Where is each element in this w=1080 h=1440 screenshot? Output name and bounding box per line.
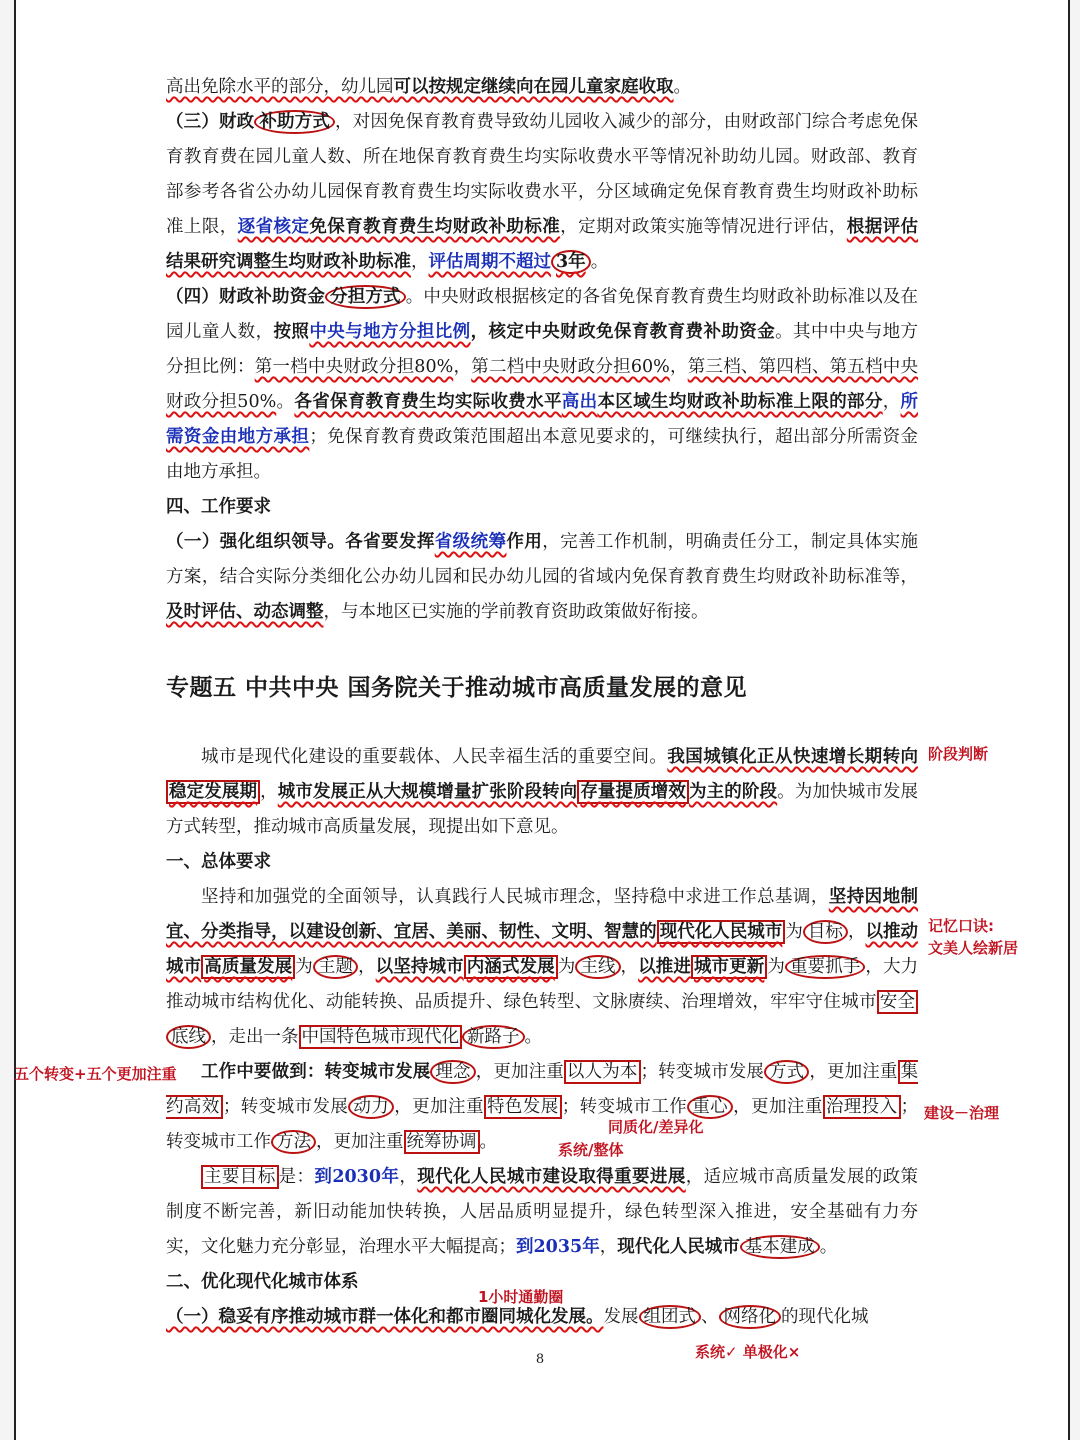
text-run: 高出 [561, 392, 598, 412]
note-homogenize: 同质化/差异化 [608, 1118, 704, 1136]
note-system: 系统/整体 [558, 1141, 624, 1159]
text-run: （三）财政 [166, 112, 255, 132]
text-run: ，更加注重 [809, 1062, 898, 1082]
text-run: ， [411, 252, 429, 272]
section-city-development [166, 740, 918, 1335]
text-run: 逐省核定 [237, 217, 310, 237]
text-run: 作用 [506, 532, 543, 552]
text-run: 的现代化城 [781, 1307, 869, 1327]
text-run: 为主的阶段 [689, 782, 778, 802]
text-run: ，与本地区已实施的学前教育资助政策做好衔接。 [323, 602, 709, 622]
text-run: 二、优化现代化城市体系 [166, 1272, 359, 1292]
note-mnemonic-1: 记忆口诀: [928, 917, 994, 935]
annotated-phrase: 集约高效 [166, 1062, 919, 1117]
topic-title: 专题五 中共中央 国务院关于推动城市高质量发展的意见 [166, 674, 748, 701]
section-heading [166, 490, 918, 525]
annotated-phrase: 分担方式 [325, 285, 406, 309]
text-run: ，更加注重 [733, 1097, 823, 1117]
note-five: 五个转变+五个更加注重 [14, 1065, 177, 1083]
text-run: 高出免除水平的部分，幼儿园 [166, 77, 394, 97]
text-run: 四、工作要求 [166, 497, 271, 517]
annotated-phrase: 治理投入 [823, 1095, 901, 1119]
paragraph [166, 525, 918, 630]
paragraph [166, 105, 918, 280]
text-run: 各省要发挥 [345, 532, 435, 552]
text-run: （一）稳妥有序推动城市群一体化和都市圈同城化发展。 [166, 1307, 604, 1327]
paragraph [166, 740, 918, 845]
annotated-phrase: 目标 [803, 920, 848, 944]
annotated-phrase: 主要目标 [201, 1165, 279, 1189]
annotated-phrase: 主线 [575, 955, 620, 979]
annotated-phrase: 主题 [313, 955, 358, 979]
text-run: 评估周期不超过 [428, 252, 551, 272]
text-run: 。 [276, 392, 295, 412]
text-run: 本区域生均财政补助标准上限的部分 [597, 392, 883, 412]
page-number: 8 [535, 1352, 545, 1367]
text-run: 省级统筹 [434, 532, 507, 552]
text-run: 。为加快城市发展方式转型，推动城市高质量发展，现提出如下意见。 [166, 782, 919, 837]
text-run: 。 [819, 1237, 838, 1257]
text-run: ，适应城市高质量发展的政策制度不断完善，新旧动能加快转换，人居品质明显提升，绿色转型深入推进，安全基础有力夯实，文化魅力充分彰显，治理水平大幅提高； [166, 1167, 919, 1257]
text-run: 根据评估结果研究调整生均财政补助标准 [166, 217, 919, 272]
section-heading [166, 845, 918, 880]
text-run: （四）财政补助资金 [166, 287, 326, 307]
text-run: 第二档中央财政分担60% [471, 357, 670, 377]
text-run: 第一档中央财政分担80% [254, 357, 454, 377]
text-run: ；转变城市工作 [166, 1097, 919, 1152]
text-run: ，核定中央财政免保育教育费补助资金 [470, 322, 776, 342]
annotated-phrase: 组团式 [639, 1305, 702, 1329]
text-run: ， [399, 1167, 418, 1187]
annotated-phrase: 重要抓手 [785, 955, 865, 979]
text-run: ， [882, 392, 901, 412]
text-run: ；免保育教育费政策范围超出本意见要求的，可继续执行，超出部分所需资金由地方承担。 [166, 427, 919, 482]
text-run: ，对因免保育教育费导致幼儿园收入减少的部分，由财政部门综合考虑免保育教育费在园儿童人数、所在地保育教育费生均实际收费水平等情况补助幼儿园。财政部、教育部参考各省公办幼儿园保育教育费生均实际收费水平，分区域确定免保育教育费生均财政补助标准上限， [166, 112, 919, 237]
annotated-phrase: 中国特色城市现代化 [299, 1025, 463, 1049]
text-run: 工作中要做到：转变城市发展 [201, 1062, 431, 1082]
text-run: ， [599, 1237, 618, 1257]
paragraph [166, 1055, 918, 1160]
text-run: 免保育教育费生均财政补助标准 [309, 217, 561, 237]
text-run: ， [620, 957, 639, 977]
annotated-phrase: 补助方式 [254, 110, 335, 134]
text-run: 。 [479, 1132, 497, 1152]
annotated-phrase: 方式 [764, 1060, 809, 1084]
text-run: 到2030年 [314, 1167, 400, 1187]
text-run: 现代化人民城市建设取得重要进展 [417, 1167, 686, 1187]
text-run: ；转变城市工作 [561, 1097, 688, 1117]
annotated-phrase: 网络化 [719, 1305, 782, 1329]
text-run: ，更加注重 [475, 1062, 564, 1082]
text-run: 可以按规定继续向在园儿童家庭收取 [393, 77, 674, 97]
annotated-phrase: 安全 [877, 990, 918, 1014]
paragraph [166, 280, 918, 490]
annotated-phrase: 重心 [687, 1095, 733, 1119]
section-preschool-policy [166, 70, 918, 630]
annotated-phrase: 现代化人民城市 [657, 920, 786, 944]
text-run: 以坚持城市 [375, 957, 464, 977]
annotated-phrase: 新路子 [462, 1025, 525, 1049]
text-run: 到2035年 [516, 1237, 600, 1257]
text-run: 我国城镇化正从快速增长期转向 [667, 747, 919, 767]
paragraph [166, 880, 918, 1055]
text-run: 以推动城市 [166, 922, 919, 977]
text-run: 现代化人民城市 [617, 1237, 740, 1257]
text-run: ， [847, 922, 866, 942]
text-run: ，走出一条 [211, 1027, 299, 1047]
page-content [166, 70, 918, 1335]
note-commute: 1小时通勤圈 [478, 1288, 564, 1306]
text-run: ，完善工作机制，明确责任分工，制定具体实施方案，结合实际分类细化公办幼儿园和民办幼儿园的省域内免保育教育费生均财政补助标准等， [166, 532, 919, 587]
text-run: ， [669, 357, 688, 377]
text-run: 为 [767, 957, 785, 977]
text-run: 城市发展正从大规模增量扩张阶段转向 [277, 782, 578, 802]
annotated-phrase: 动力 [348, 1095, 394, 1119]
text-run: 以推进 [638, 957, 691, 977]
text-run: ；转变城市发展 [640, 1062, 765, 1082]
annotated-phrase: 内涵式发展 [464, 955, 558, 979]
text-run: ；转变城市发展 [222, 1097, 349, 1117]
note-governance: 建设－治理 [924, 1104, 1000, 1122]
text-run: 为 [295, 957, 313, 977]
annotated-phrase: 存量提质增效 [577, 780, 689, 804]
text-run: 一、总体要求 [166, 852, 271, 872]
note-stage: 阶段判断 [928, 745, 989, 763]
annotated-phrase: 方法 [271, 1130, 316, 1154]
text-run: ，大力推动城市结构优化、动能转换、品质提升、绿色转型、文脉赓续、治理增效，牢牢守住城市 [166, 957, 919, 1012]
paragraph [166, 1160, 918, 1265]
text-run: 按照 [273, 322, 310, 342]
text-run: 。 [590, 252, 609, 272]
annotated-phrase: 3年 [551, 250, 591, 274]
text-run: 第三档、第四档、第五档中央财政分担50% [166, 357, 919, 412]
text-run: ， [453, 357, 472, 377]
note-mnemonic-2: 文美人绘新居 [928, 939, 1019, 957]
annotated-phrase: 统筹协调 [404, 1130, 480, 1154]
annotated-phrase: 理念 [430, 1060, 475, 1084]
text-run: 坚持和加强党的全面领导，认真践行人民城市理念，坚持稳中求进工作总基调， [201, 887, 829, 907]
text-run: 城市是现代化建设的重要载体、人民幸福生活的重要空间。 [201, 747, 668, 767]
text-run: 为 [785, 922, 803, 942]
text-run: 。其中中央与地方分担比例： [166, 322, 919, 377]
text-run: ，定期对政策实施等情况进行评估， [560, 217, 847, 237]
text-run: 中央与地方分担比例 [309, 322, 471, 342]
text-run: ， [260, 782, 278, 802]
text-run: 各省保育教育费生均实际收费水平 [294, 392, 562, 412]
text-run: 为 [557, 957, 576, 977]
text-run: 所需资金由地方承担 [166, 392, 919, 447]
note-system-check: 系统✓ 单极化× [695, 1343, 801, 1361]
text-run: ，更加注重 [316, 1132, 404, 1152]
text-run: 。 [524, 1027, 542, 1047]
paragraph [166, 70, 918, 105]
text-run: （一）强化组织领导。 [166, 532, 346, 552]
text-run: 及时评估、动态调整 [166, 602, 324, 622]
text-run: 。中央财政根据核定的各省免保育教育费生均财政补助标准以及在园儿童人数， [166, 287, 919, 342]
annotated-phrase: 城市更新 [691, 955, 767, 979]
annotated-phrase: 底线 [166, 1025, 211, 1049]
text-run: 发展 [603, 1307, 639, 1327]
annotated-phrase: 特色发展 [484, 1095, 562, 1119]
text-run: 坚持因地制宜、分类指导，以建设创新、宜居、美丽、韧性、文明、智慧的 [166, 887, 919, 942]
annotated-phrase: 基本建成 [740, 1235, 820, 1259]
annotated-phrase: 高质量发展 [201, 955, 295, 979]
annotated-phrase: 稳定发展期 [166, 780, 260, 804]
annotated-phrase: 以人为本 [564, 1060, 641, 1084]
text-run: 是： [278, 1167, 315, 1187]
text-run: ，更加注重 [394, 1097, 484, 1117]
text-run: ， [358, 957, 376, 977]
text-run: 。 [673, 77, 691, 97]
text-run: 、 [701, 1307, 719, 1327]
